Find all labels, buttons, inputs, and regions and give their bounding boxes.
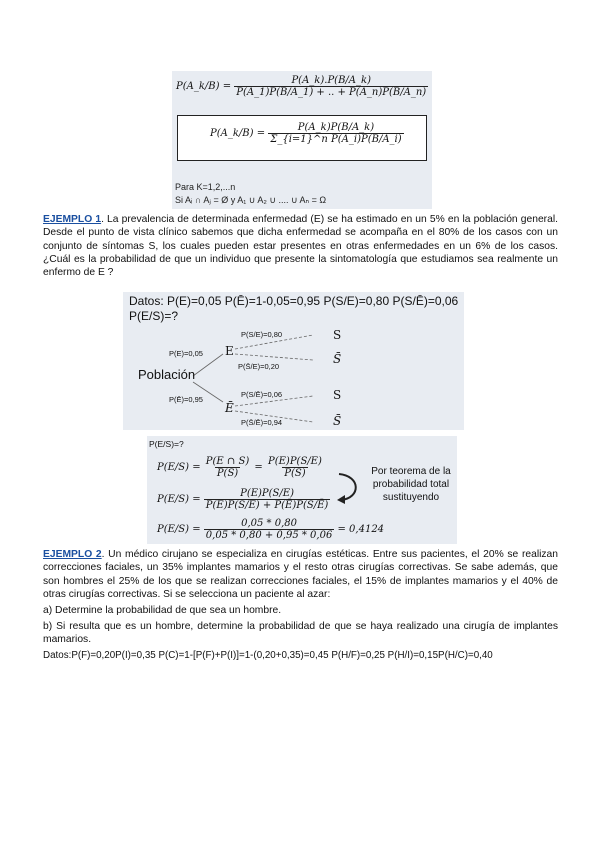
formula-lhs: P(A_k/B) =	[176, 81, 232, 92]
note-line3: sustituyendo	[382, 492, 440, 503]
ejemplo2-paragraph	[43, 548, 558, 601]
note-line2: probabilidad total	[372, 479, 450, 490]
formula-numerator: P(A_k).P(B/A_k)	[291, 75, 371, 86]
bayes-formula	[176, 75, 428, 98]
curved-arrow-icon	[335, 470, 365, 506]
tree-psne: P(S/Ē)=0,06	[241, 390, 283, 399]
tree-node-e: E	[225, 344, 234, 358]
tree-pe: P(E)=0,05	[169, 349, 203, 358]
tree-pnsne: P(S̄/Ē)=0,94	[241, 418, 283, 427]
ejemplo2-question-b: b) Si resulta que es un hombre, determine la probabilidad de que se haya realizado una cirugía de implantes mamarios.	[43, 621, 558, 646]
tree-question: P(E/S)=?	[129, 309, 179, 323]
line1-frac1	[204, 456, 251, 479]
solution-question: P(E/S)=?	[149, 439, 184, 449]
boxed-denominator: Σ_{i=1}^n P(A_i)P(B/A_i)	[270, 134, 402, 145]
formula-fraction	[234, 75, 428, 98]
line1-den1: P(S)	[216, 468, 239, 479]
tree-poblacion: Población	[138, 367, 196, 382]
tree-leaf-s2: S	[333, 388, 342, 402]
line1-eq: =	[254, 462, 263, 473]
line3-frac	[204, 518, 335, 541]
condition-k: Para K=1,2,...n	[175, 182, 236, 192]
tree-leaf-ns1: S̄	[333, 352, 342, 366]
formula-denominator: P(A_1)P(B/A_1) + .. + P(A_n)P(B/A_n)	[236, 87, 427, 98]
line3-den: 0,05 * 0,80 + 0,95 * 0,06	[205, 530, 333, 541]
tree-leaf-ns2: S̄	[333, 414, 342, 428]
tree-branches	[123, 292, 464, 430]
probability-tree-panel	[123, 292, 464, 430]
tree-pnse: P(S̄/E)=0,20	[238, 362, 280, 371]
tree-pne: P(Ē)=0,95	[169, 395, 203, 404]
line1-frac2	[266, 456, 324, 479]
ejemplo2-question-a: a) Determine la probabilidad de que sea un hombre.	[43, 605, 282, 616]
tree-node-ne: Ē	[225, 401, 234, 415]
line1-num1: P(E ∩ S)	[205, 456, 250, 467]
solution-line2	[157, 488, 330, 511]
ejemplo1-paragraph	[43, 213, 558, 279]
boxed-numerator: P(A_k)P(B/A_k)	[297, 122, 375, 133]
line3-result: = 0,4124	[337, 524, 385, 535]
ejemplo2-text: . Un médico cirujano se especializa en cirugías estéticas. Entre sus pacientes, el 20% se realizan correcciones faciales, un 35% implantes mamarios y el resto otras cirugías correctivas. Se sabe además, que son hombres el 25% de los que se realizan correcciones faciales, el 15% de implantes mamarios y el 40% de otras cirugías correctivas. Si se selecciona un paciente al azar:	[43, 549, 559, 600]
line2-den: P(E)P(S/E) + P(Ē)P(S/Ē)	[205, 500, 329, 511]
boxed-lhs: P(A_k/B) =	[210, 128, 266, 139]
solution-line3	[157, 518, 384, 541]
ejemplo1-text: . La prevalencia de determinada enfermedad (E) se ha estimado en un 5% en la población general. Desde el punto de vista clínico sabemos que dicha enfermedad se acompaña en el 80% de los casos con un conjunto de síntomas S, los cuales pueden estar presentes en otras enfermedades en un 6% de los casos. ¿Cuál es la probabilidad de que un individuo que presente la sintomatología que estudiamos sea realmente un enfermo de E ?	[43, 214, 558, 279]
line3-num: 0,05 * 0,80	[241, 518, 297, 529]
line2-num: P(E)P(S/E)	[240, 488, 294, 499]
line3-lhs: P(E/S) =	[157, 524, 201, 535]
tree-datos: Datos: P(E)=0,05 P(Ē)=1-0,05=0,95 P(S/E)=0,80 P(S/Ē)=0,06	[129, 294, 459, 308]
tree-leaf-s1: S	[333, 328, 342, 342]
boxed-formula	[177, 115, 427, 161]
branch-e-ns	[235, 354, 313, 360]
ejemplo1-label: EJEMPLO 1	[43, 214, 102, 225]
line1-lhs: P(E/S) =	[157, 462, 201, 473]
line2-lhs: P(E/S) =	[157, 494, 201, 505]
line1-num2: P(E)P(S/E)	[267, 456, 322, 467]
bayes-formula-panel	[172, 71, 432, 209]
condition-partition: Si Aᵢ ∩ Aⱼ = Ø y A₁ ∪ A₂ ∪ .... ∪ Aₙ = Ω	[175, 195, 327, 205]
line1-den2: P(S)	[284, 468, 306, 479]
ejemplo2-label: EJEMPLO 2	[43, 549, 102, 560]
boxed-fraction	[268, 122, 403, 145]
solution-line1	[157, 456, 324, 479]
boxed-formula-content	[210, 122, 404, 145]
solution-panel	[147, 436, 457, 544]
ejemplo2-datos: Datos:P(F)=0,20P(I)=0,35 P(C)=1-[P(F)+P(I)]=1-(0,20+0,35)=0,45 P(H/F)=0,25 P(H/I)=0,15P(H/C)=0,40	[43, 650, 493, 661]
line2-frac	[204, 488, 331, 511]
note-line1: Por teorema de la	[371, 466, 451, 477]
tree-pse: P(S/E)=0,80	[241, 330, 283, 339]
